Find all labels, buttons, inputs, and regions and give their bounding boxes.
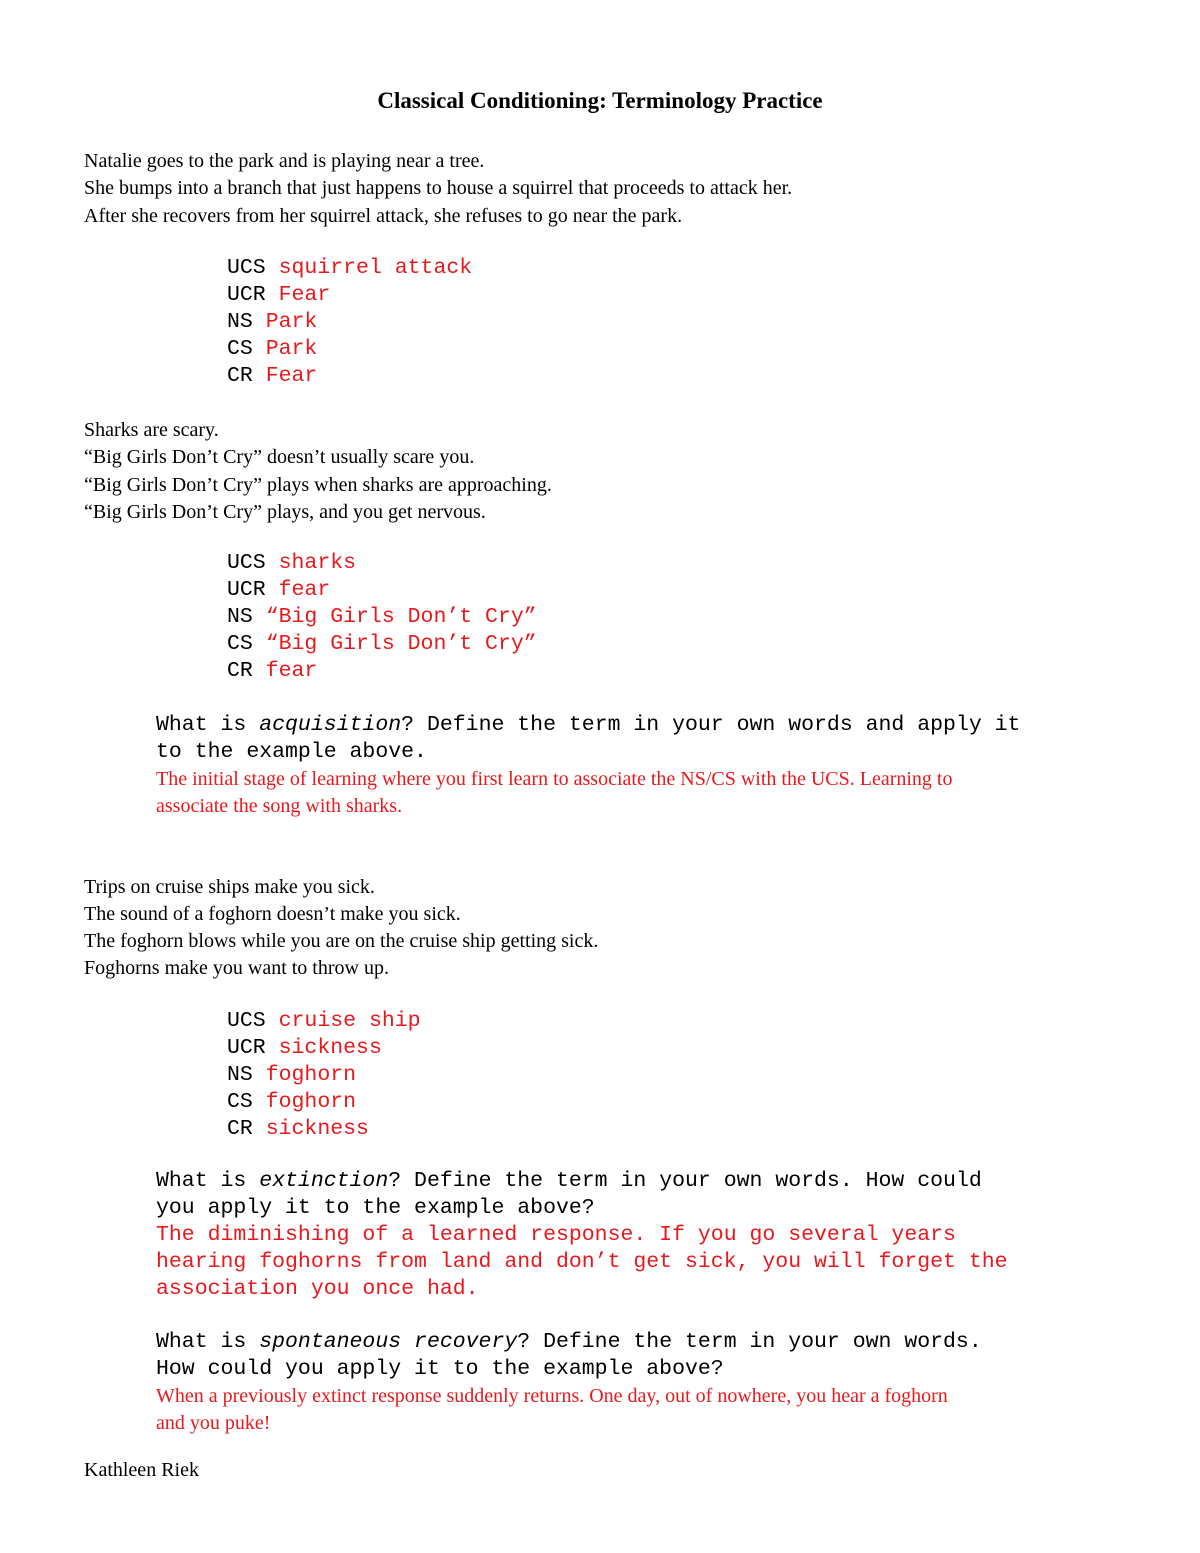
term-label: CS: [227, 337, 253, 361]
term-label: UCR: [227, 1036, 266, 1060]
answer-value: squirrel attack: [278, 256, 473, 280]
answer-spontaneous-recovery-line: When a previously extinct response suddenly returns. One day, out of nowhere, you hear a foghorn: [156, 1385, 948, 1407]
term-label: NS: [227, 605, 253, 629]
answer-value: cruise ship: [278, 1009, 421, 1033]
answer-value: Park: [265, 337, 318, 361]
page-title: Classical Conditioning: Terminology Practice: [377, 88, 823, 113]
question-prefix: What is: [156, 713, 260, 737]
question-prefix: What is: [156, 1330, 260, 1354]
answer-extinction-line: association you once had.: [156, 1277, 479, 1301]
question-extinction-line2: you apply it to the example above?: [156, 1196, 595, 1220]
term-label: UCS: [227, 256, 266, 280]
scenario-1-line: Natalie goes to the park and is playing near a tree.: [84, 150, 485, 172]
author-footer: Kathleen Riek: [84, 1459, 199, 1481]
answer-extinction-line: hearing foghorns from land and don’t get sick, you will forget the: [156, 1250, 1008, 1274]
answer-value: Fear: [278, 283, 331, 307]
answer-row: [227, 1008, 421, 1035]
answer-value: Fear: [265, 364, 318, 388]
scenario-3-line: Trips on cruise ships make you sick.: [84, 876, 375, 898]
scenario-2-line: “Big Girls Don’t Cry” doesn’t usually scare you.: [84, 446, 475, 468]
term-label: CR: [227, 659, 253, 683]
scenario-1-line: She bumps into a branch that just happens to house a squirrel that proceeds to attack her.: [84, 177, 793, 199]
answer-row: [227, 550, 356, 577]
answer-value: Park: [265, 310, 318, 334]
term-label: UCR: [227, 578, 266, 602]
answer-row: [227, 658, 317, 685]
term-label: CR: [227, 364, 253, 388]
answer-value: fear: [265, 659, 318, 683]
question-spontaneous-recovery-line2: How could you apply it to the example above?: [156, 1357, 724, 1381]
question-term: acquisition: [259, 713, 402, 737]
scenario-3-line: Foghorns make you want to throw up.: [84, 957, 389, 979]
answer-row: [227, 577, 330, 604]
term-label: CR: [227, 1117, 253, 1141]
question-acquisition-line2: to the example above.: [156, 740, 427, 764]
answer-value: sickness: [278, 1036, 382, 1060]
answer-value: “Big Girls Don’t Cry”: [265, 632, 537, 656]
question-acquisition: [156, 712, 1020, 739]
scenario-3-line: The sound of a foghorn doesn’t make you sick.: [84, 903, 461, 925]
term-label: UCS: [227, 551, 266, 575]
answer-value: foghorn: [265, 1090, 357, 1114]
scenario-2-line: “Big Girls Don’t Cry” plays when sharks are approaching.: [84, 474, 552, 496]
answer-value: foghorn: [265, 1063, 357, 1087]
answer-row: [227, 1062, 356, 1089]
term-label: CS: [227, 1090, 253, 1114]
answer-row: [227, 282, 330, 309]
answer-row: [227, 1089, 356, 1116]
term-label: CS: [227, 632, 253, 656]
question-term: extinction: [259, 1169, 389, 1193]
answer-acquisition-line: associate the song with sharks.: [156, 795, 403, 817]
answer-row: [227, 604, 537, 631]
question-term: spontaneous recovery: [259, 1330, 518, 1354]
scenario-1-line: After she recovers from her squirrel attack, she refuses to go near the park.: [84, 205, 683, 227]
answer-value: fear: [278, 578, 331, 602]
scenario-2-line: Sharks are scary.: [84, 419, 219, 441]
question-spontaneous-recovery: [156, 1329, 982, 1356]
question-prefix: What is: [156, 1169, 260, 1193]
answer-row: [227, 631, 537, 658]
question-suffix: ? Define the term in your own words and apply it: [401, 713, 1021, 737]
term-label: NS: [227, 310, 253, 334]
answer-spontaneous-recovery-line: and you puke!: [156, 1412, 271, 1434]
answer-extinction-line: The diminishing of a learned response. If you go several years: [156, 1223, 956, 1247]
question-extinction: [156, 1168, 982, 1195]
answer-row: [227, 309, 317, 336]
answer-value: sharks: [278, 551, 357, 575]
answer-value: sickness: [265, 1117, 369, 1141]
scenario-3-line: The foghorn blows while you are on the cruise ship getting sick.: [84, 930, 599, 952]
answer-row: [227, 363, 317, 390]
term-label: NS: [227, 1063, 253, 1087]
question-suffix: ? Define the term in your own words.: [517, 1330, 982, 1354]
question-suffix: ? Define the term in your own words. How could: [388, 1169, 982, 1193]
answer-acquisition-line: The initial stage of learning where you first learn to associate the NS/CS with the UCS. Learning to: [156, 768, 953, 790]
term-label: UCR: [227, 283, 266, 307]
answer-row: [227, 1035, 382, 1062]
answer-row: [227, 255, 472, 282]
answer-value: “Big Girls Don’t Cry”: [265, 605, 537, 629]
answer-row: [227, 336, 317, 363]
scenario-2-line: “Big Girls Don’t Cry” plays, and you get nervous.: [84, 501, 486, 523]
term-label: UCS: [227, 1009, 266, 1033]
answer-row: [227, 1116, 369, 1143]
